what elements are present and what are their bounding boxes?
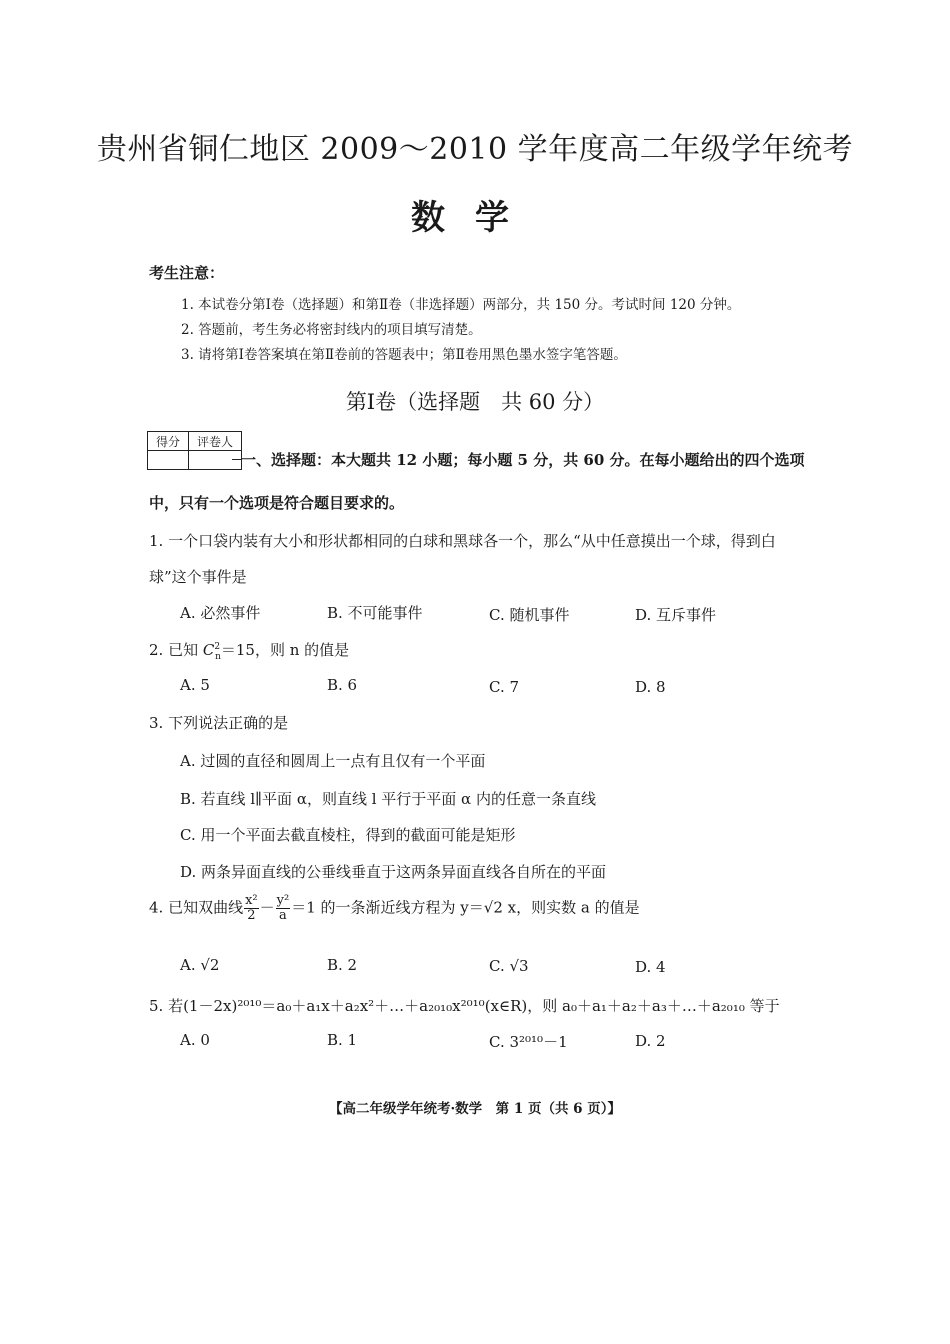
- notice-item-1: 1. 本试卷分第Ⅰ卷（选择题）和第Ⅱ卷（非选择题）两部分，共 150 分。考试时间 120 分钟。: [181, 297, 741, 313]
- q2-stem: [149, 639, 349, 662]
- q1-option-d: D. 互斥事件: [635, 606, 717, 624]
- section-title: 第Ⅰ卷（选择题 共 60 分）: [345, 390, 605, 414]
- q5-option-d: D. 2: [635, 1032, 666, 1050]
- q4-option-c: C. √3: [489, 957, 529, 975]
- q1-option-a: A. 必然事件: [180, 604, 261, 622]
- q5-option-b: B. 1: [327, 1031, 358, 1049]
- notice-item-3: 3. 请将第Ⅰ卷答案填在第Ⅱ卷前的答题表中；第Ⅱ卷用黑色墨水签字笔答题。: [181, 347, 627, 363]
- q4-stem-pre: 4. 已知双曲线: [149, 898, 244, 917]
- q3-option-d: D. 两条异面直线的公垂线垂直于这两条异面直线各自所在的平面: [180, 863, 607, 881]
- q4-fraction-y: [276, 894, 291, 923]
- subject-title: 数学: [411, 198, 539, 238]
- score-box: [147, 431, 242, 470]
- q2-stem-post: ＝15，则 n 的值是: [220, 641, 350, 659]
- q1-stem-line-2: 球”这个事件是: [149, 568, 247, 586]
- q4-fraction-y-numerator: y²: [276, 893, 290, 908]
- q2-option-c: C. 7: [489, 678, 520, 696]
- q2-combination-sup: 2: [214, 642, 221, 652]
- q4-minus: －: [259, 898, 275, 917]
- q2-option-a: A. 5: [180, 676, 210, 694]
- q3-option-a: A. 过圆的直径和圆周上一点有且仅有一个平面: [180, 752, 486, 770]
- q4-fraction-y-denominator: a: [279, 908, 287, 923]
- q2-combination-sub: n: [215, 652, 221, 662]
- q4-option-d: D. 4: [635, 958, 666, 976]
- score-label: 得分: [148, 432, 189, 451]
- q4-option-b: B. 2: [327, 956, 358, 974]
- q1-option-b: B. 不可能事件: [327, 604, 423, 622]
- page-footer: 【高二年级学年统考·数学 第 1 页（共 6 页）】: [328, 1101, 622, 1117]
- grader-cell[interactable]: [189, 451, 242, 470]
- mcq-intro-line-1: 一、选择题：本大题共 12 小题；每小题 5 分，共 60 分。在每小题给出的四个选项: [241, 451, 805, 469]
- q5-stem: 5. 若(1－2x)²⁰¹⁰＝a₀＋a₁x＋a₂x²＋…＋a₂₀₁₀x²⁰¹⁰(x∈R)，则 a₀＋a₁＋a₂＋a₃＋…＋a₂₀₁₀ 等于: [149, 997, 780, 1015]
- q1-option-c: C. 随机事件: [489, 606, 570, 624]
- q1-stem-line-1: 1. 一个口袋内装有大小和形状都相同的白球和黑球各一个，那么“从中任意摸出一个球，得到白: [149, 532, 776, 550]
- exam-title: 贵州省铜仁地区 2009～2010 学年度高二年级学年统考: [96, 132, 854, 167]
- q4-fraction-x-numerator: x²: [245, 893, 258, 908]
- q3-stem: 3. 下列说法正确的是: [149, 714, 289, 732]
- notice-heading: 考生注意：: [149, 264, 225, 282]
- q4-fraction-x: [244, 894, 259, 923]
- notice-item-2: 2. 答题前，考生务必将密封线内的项目填写清楚。: [181, 322, 482, 338]
- q4-option-a: A. √2: [180, 956, 220, 974]
- q3-option-c: C. 用一个平面去截直棱柱，得到的截面可能是矩形: [180, 826, 516, 844]
- grader-label: 评卷人: [189, 432, 242, 451]
- mcq-intro-line-2: 中，只有一个选项是符合题目要求的。: [149, 494, 405, 512]
- q2-option-b: B. 6: [327, 676, 358, 694]
- q2-stem-pre: 2. 已知: [149, 641, 203, 659]
- score-cell[interactable]: [148, 451, 189, 470]
- q3-option-b: B. 若直线 l∥平面 α，则直线 l 平行于平面 α 内的任意一条直线: [180, 790, 596, 808]
- q2-combination: C: [202, 641, 215, 659]
- q5-option-a: A. 0: [180, 1031, 210, 1049]
- q5-option-c: C. 3²⁰¹⁰－1: [489, 1033, 568, 1051]
- q4-stem-post: ＝1 的一条渐近线方程为 y＝√2 x，则实数 a 的值是: [291, 898, 640, 917]
- q4-stem: [149, 894, 640, 923]
- q4-fraction-x-denominator: 2: [247, 908, 256, 923]
- q2-option-d: D. 8: [635, 678, 666, 696]
